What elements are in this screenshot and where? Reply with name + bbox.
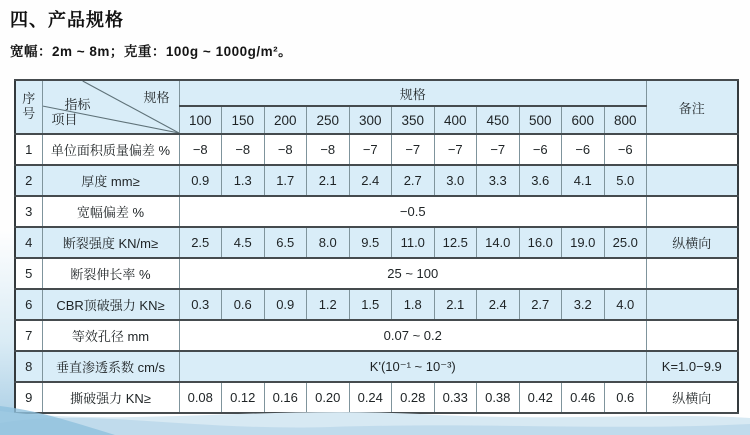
serial-column-header-label: 序号: [22, 91, 36, 121]
spec-value: 12.5: [434, 227, 477, 258]
spec-value: 0.24: [349, 382, 392, 413]
remark-cell: [647, 196, 738, 227]
remark-cell: [647, 134, 738, 165]
spec-value: 2.4: [477, 289, 520, 320]
row-number-cell: 7: [15, 320, 42, 351]
table-row: [15, 165, 738, 196]
indicator-label: CBR顶破强力 KN≥: [42, 289, 179, 320]
spec-value: −7: [392, 134, 435, 165]
corner-header-cell: [42, 80, 179, 134]
remark-cell: [647, 165, 738, 196]
spec-value: 14.0: [477, 227, 520, 258]
row-number-cell: 3: [15, 196, 42, 227]
indicator-label: 单位面积质量偏差 %: [42, 134, 179, 165]
spec-value: 2.7: [392, 165, 435, 196]
spec-value: 0.38: [477, 382, 520, 413]
spec-value: 19.0: [562, 227, 605, 258]
page-title: 四、产品规格: [10, 10, 124, 30]
spec-column-header: 500: [519, 106, 562, 134]
spec-column-header: 100: [179, 106, 222, 134]
spec-value: −7: [434, 134, 477, 165]
spec-value: 3.3: [477, 165, 520, 196]
spec-column-header: 300: [349, 106, 392, 134]
merged-value: K'(10⁻¹ ~ 10⁻³): [179, 351, 647, 382]
table-row: [15, 196, 738, 227]
indicator-label: 等效孔径 mm: [42, 320, 179, 351]
spec-value: 5.0: [604, 165, 647, 196]
table-row: [15, 134, 738, 165]
spec-value: −8: [264, 134, 307, 165]
row-number-cell: 2: [15, 165, 42, 196]
spec-value: 1.8: [392, 289, 435, 320]
indicator-label: 断裂强度 KN/m≥: [42, 227, 179, 258]
spec-value: 0.20: [307, 382, 350, 413]
spec-value: −8: [307, 134, 350, 165]
spec-value: 8.0: [307, 227, 350, 258]
spec-value: 0.28: [392, 382, 435, 413]
spec-value: −7: [349, 134, 392, 165]
row-number-cell: 6: [15, 289, 42, 320]
spec-value: 6.5: [264, 227, 307, 258]
indicator-label: 宽幅偏差 %: [42, 196, 179, 227]
remark-cell: 纵横向: [647, 227, 738, 258]
table-row: [15, 227, 738, 258]
spec-value: 0.9: [264, 289, 307, 320]
merged-value: −0.5: [179, 196, 647, 227]
spec-value: 0.16: [264, 382, 307, 413]
spec-value: 0.6: [222, 289, 265, 320]
spec-value: 4.1: [562, 165, 605, 196]
spec-value: −6: [604, 134, 647, 165]
row-number-cell: 5: [15, 258, 42, 289]
spec-value: 1.7: [264, 165, 307, 196]
indicator-label: 撕破强力 KN≥: [42, 382, 179, 413]
indicator-label: 厚度 mm≥: [42, 165, 179, 196]
spec-value: 0.08: [179, 382, 222, 413]
spec-value: −8: [179, 134, 222, 165]
spec-column-header: 350: [392, 106, 435, 134]
row-number-cell: 4: [15, 227, 42, 258]
spec-value: −6: [519, 134, 562, 165]
table-row: [15, 289, 738, 320]
spec-value: 1.3: [222, 165, 265, 196]
spec-value: 1.5: [349, 289, 392, 320]
spec-column-header: 400: [434, 106, 477, 134]
remark-cell: K=1.0−9.9: [647, 351, 738, 382]
indicator-label: 断裂伸长率 %: [42, 258, 179, 289]
spec-value: 3.0: [434, 165, 477, 196]
spec-table: [14, 79, 739, 414]
spec-value: 4.5: [222, 227, 265, 258]
spec-value: 16.0: [519, 227, 562, 258]
corner-label-indicator: 指标: [64, 97, 91, 112]
spec-value: 25.0: [604, 227, 647, 258]
merged-value: 25 ~ 100: [179, 258, 647, 289]
table-row: [15, 258, 738, 289]
spec-value: 0.12: [222, 382, 265, 413]
row-number-cell: 9: [15, 382, 42, 413]
table-row: [15, 351, 738, 382]
spec-column-header: 800: [604, 106, 647, 134]
spec-value: −7: [477, 134, 520, 165]
remark-cell: [647, 320, 738, 351]
spec-value: 0.9: [179, 165, 222, 196]
spec-column-header: 250: [307, 106, 350, 134]
spec-value: 0.6: [604, 382, 647, 413]
spec-value: 2.1: [434, 289, 477, 320]
row-number-cell: 8: [15, 351, 42, 382]
table-row: [15, 320, 738, 351]
corner-label-spec: 规格: [143, 90, 170, 105]
spec-value: 0.33: [434, 382, 477, 413]
remark-cell: [647, 258, 738, 289]
spec-value: 11.0: [392, 227, 435, 258]
spec-value: 2.4: [349, 165, 392, 196]
spec-value: 3.6: [519, 165, 562, 196]
remark-column-header: 备注: [647, 80, 738, 134]
spec-value: 3.2: [562, 289, 605, 320]
spec-column-header: 450: [477, 106, 520, 134]
spec-value: 1.2: [307, 289, 350, 320]
spec-value: 4.0: [604, 289, 647, 320]
spec-value: 0.46: [562, 382, 605, 413]
spec-value: −6: [562, 134, 605, 165]
bottom-wave-decoration: [0, 403, 750, 435]
spec-value: 2.1: [307, 165, 350, 196]
spec-column-header: 200: [264, 106, 307, 134]
remark-cell: 纵横向: [647, 382, 738, 413]
spec-value: −8: [222, 134, 265, 165]
spec-value: 9.5: [349, 227, 392, 258]
serial-column-header: [15, 80, 42, 134]
spec-value: 2.5: [179, 227, 222, 258]
corner-label-item: 项目: [51, 112, 78, 127]
spec-column-header: 600: [562, 106, 605, 134]
spec-value: 0.3: [179, 289, 222, 320]
spec-value: 0.42: [519, 382, 562, 413]
spec-group-header: 规格: [179, 80, 647, 106]
spec-value: 2.7: [519, 289, 562, 320]
merged-value: 0.07 ~ 0.2: [179, 320, 647, 351]
row-number-cell: 1: [15, 134, 42, 165]
indicator-label: 垂直渗透系数 cm/s: [42, 351, 179, 382]
page-subtitle: 宽幅：2m ~ 8m；克重：100g ~ 1000g/m²。: [10, 44, 293, 59]
spec-column-header: 150: [222, 106, 265, 134]
remark-cell: [647, 289, 738, 320]
